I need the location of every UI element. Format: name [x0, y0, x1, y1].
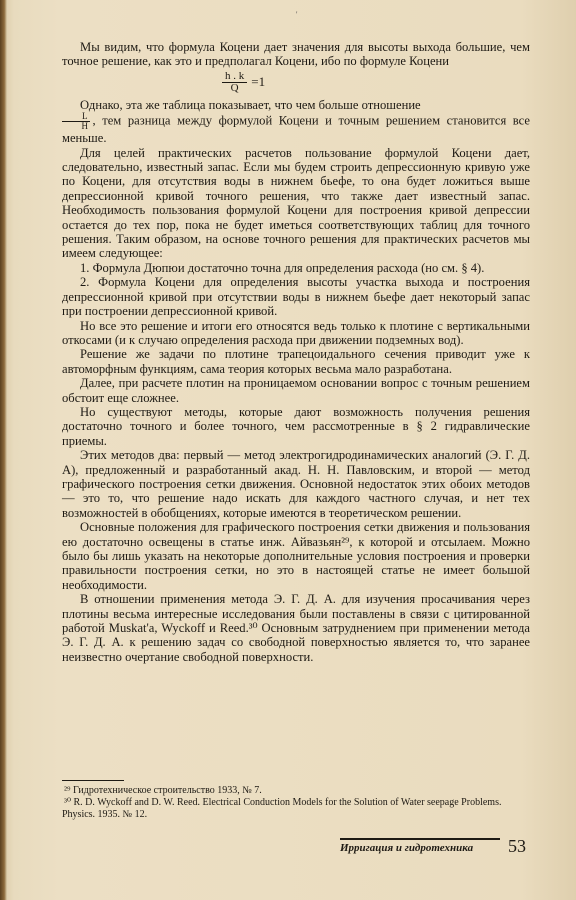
- formula-rhs: =1: [251, 74, 266, 90]
- paragraph: В отношении применения метода Э. Г. Д. А. для изучения просачивания через плотины весьма интересные исследования были поставлены в связи с цитированной работой Muskat'a, Wyckoff и Reed.³⁰ Основным затруднением при применении метода Э. Г. Д. А. к решению задач со свободной поверхностью является то, что заранее неизвестно очертание свободной поверхности.: [62, 592, 530, 664]
- footnote-divider: [62, 780, 124, 781]
- paragraph: Для целей практических расчетов пользование формулой Коцени дает, следовательно, известный запас. Если мы будем строить депрессионную кривую уже по Коцени, для отсутствия воды в нижнем бьефе, то она будет ложиться выше депрессионной кривой точного решения, что также дает известный запас. Необходимость пользования формулой Коцени для построения кривой депрессии остается до тех пор, пока не будет иметься соответствующих таблиц для точного решения. Таким образом, на основе точного решения для практических расчетов мы имеем следующее:: [62, 145, 530, 261]
- body-text: [62, 40, 530, 664]
- ratio-fraction: [62, 112, 90, 131]
- paragraph-part: Однако, эта же таблица показывает, что чем больше отношение: [80, 97, 421, 112]
- paragraph: Далее, при расчете плотин на проницаемом основании вопрос с точным решением обстоит еще сложнее.: [62, 376, 530, 405]
- formula-numerator: h . k: [222, 71, 247, 83]
- paragraph: Этих методов два: первый — метод электрогидродинамических аналогий (Э. Г. Д. А), предложенный и разработанный акад. Н. Н. Павловским, и второй — метод графического построения сетки движения. Основной недостаток этих обоих методов — это то, что решение надо искать для каждого частного случая, и нет тех возможностей в обобщениях, которые имеются в теоретическом решении.: [62, 448, 530, 520]
- book-spine-shadow: [0, 0, 7, 900]
- paragraph: Мы видим, что формула Коцени дает значения для высоты выхода большие, чем точное решение, как это и предполагал Коцени, ибо по формуле Коцени: [62, 40, 530, 69]
- footnote: ²⁹ Гидротехническое строительство 1933, № 7.: [64, 785, 262, 796]
- print-mark: ': [296, 10, 298, 19]
- paragraph-part: , тем разница между формулой Коцени и точным решением становится все меньше.: [62, 113, 530, 146]
- paragraph: [62, 98, 530, 146]
- footnote: ³⁰ R. D. Wyckoff and D. W. Reed. Electrical Conduction Models for the Solution of Water seepage Problems. Physics. 1935. № 12.: [62, 797, 502, 820]
- running-footer-journal: Ирригация и гидротехника: [340, 842, 474, 854]
- footnotes: [62, 785, 530, 821]
- kozeny-formula: [222, 71, 530, 94]
- page-number: 53: [508, 836, 526, 856]
- paragraph: Основные положения для графического построения сетки движения и пользования ею достаточно освещены в статье инж. Айвазьян²⁹, к которой и отсылаем. Можно было бы лишь указать на некоторые дополнительные условия построения и проверки правильности построения сетки, но это в настоящей статье не имеет большой необходимости.: [62, 520, 530, 592]
- paragraph: Но все это решение и итоги его относятся ведь только к плотине с вертикальными откосами (и к случаю определения расхода при движении подземных вод).: [62, 318, 530, 347]
- ratio-numerator: L: [62, 112, 90, 122]
- paragraph: Решение же задачи по плотине трапецоидального сечения приводит уже к автоморфным функциям, сама теория которых весьма мало разработана.: [62, 347, 530, 376]
- ratio-denominator: H: [81, 121, 88, 132]
- footer-divider: [340, 838, 500, 840]
- formula-fraction: [222, 71, 247, 94]
- paragraph: 2. Формула Коцени для определения высоты участка выхода и построения депрессионной кривой при отсутствии воды в нижнем бьефе дает некоторый запас при построении депрессионной кривой.: [62, 275, 530, 319]
- paragraph: 1. Формула Дюпюи достаточно точна для определения расхода (но см. § 4).: [80, 260, 485, 275]
- paragraph: Но существуют методы, которые дают возможность получения решения достаточно точного и более точного, чем рассмотренные в § 2 гидравлические приемы.: [62, 404, 530, 448]
- formula-denominator: Q: [230, 81, 239, 94]
